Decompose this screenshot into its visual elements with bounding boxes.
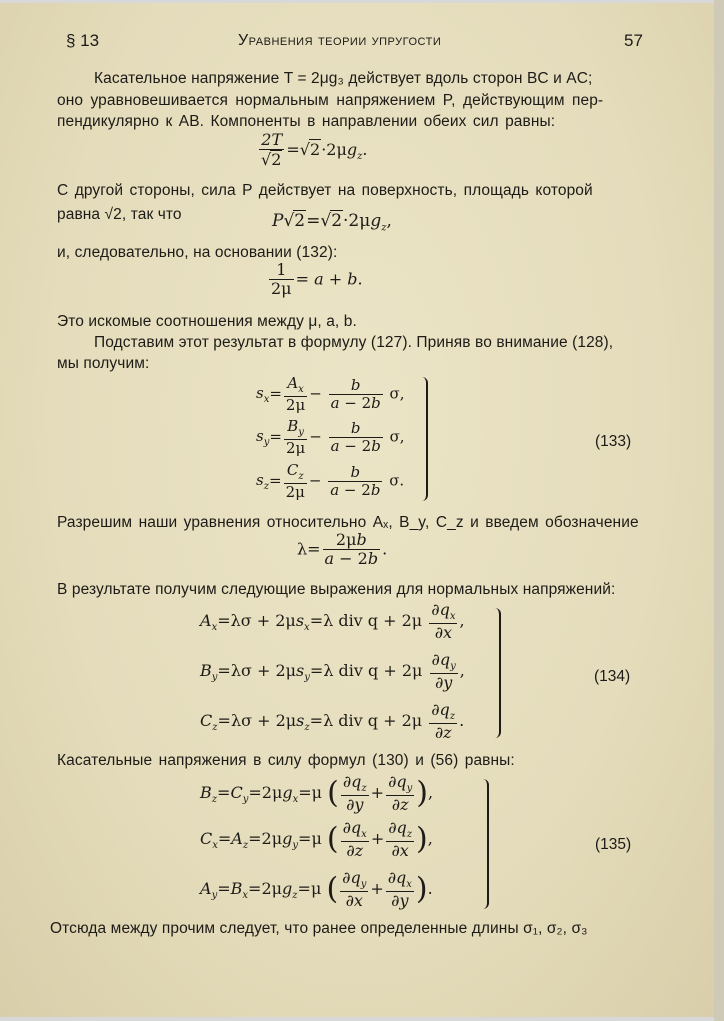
equation-134: $A_x=\lambda\sigma + 2\mu s_x=\lambda$ div q + 2μ $\frac{\partial q_x}{\partial x}$ , $B_y=\lambda\sigma + 2\mu s_y=\lambda$ div q + 2μ $\frac{\partial q_y}{\partial y}$ , $C_z=\lambda\sigma + 2\mu s_z=\lambda$ div q + 2μ $\frac{\partial q_z}{\partial z}$ . xyxy=(200,600,465,742)
right-brace xyxy=(481,779,489,909)
text-line: С другой стороны, сила P действует на поверхность, площадь которой xyxy=(57,182,593,199)
equation-135: $B_z=C_y=2\mu g_x=\mu$ ( $\frac{\partial q_z}{\partial y}$ + $\frac{\partial q_y}{\partial z}$ ), $C_x=A_z=2\mu g_y=\mu$ ( $\frac{\partial q_x}{\partial z}$ + $\frac{\partial q_z}{\partial x}$ ), $A_y=B_x=2\mu g_z=\mu$ ( $\frac{\partial q_y}{\partial x}$ + $\frac{\partial q_x}{\partial y}$ ). xyxy=(200,772,434,910)
book-page xyxy=(0,3,714,1017)
right-brace xyxy=(420,377,428,501)
text-line: равна √2, так что xyxy=(57,206,182,223)
equation-2t: $\frac{2T}{√2}$ $=√2\cdot 2\mu g_z$. xyxy=(261,130,368,170)
equation-ab: $\frac{1}{2\mu}$ = a + b. xyxy=(271,260,363,299)
text-line: Это искомые соотношения между μ, a, b. xyxy=(57,313,357,330)
text-line: Подставим этот результат в формулу (127). Приняв во внимание (128), xyxy=(94,334,614,351)
text-line: пендикулярно к AB. Компоненты в направлении обеих сил равны: xyxy=(57,113,556,130)
text-line: Разрешим наши уравнения относительно Aₓ, B_y, C_z и введем обозначение xyxy=(57,514,639,531)
text-line: Касательное напряжение T = 2μg₃ действует вдоль сторон BC и AC; xyxy=(94,70,593,87)
section-number: § 13 xyxy=(66,31,100,50)
equation-p: $P√2=√2\cdot 2\mu g_z$, xyxy=(272,211,392,234)
running-title: Уравнения теории упругости xyxy=(238,32,442,49)
scan-edge xyxy=(714,0,724,1021)
text-line: оно уравновешивается нормальным напряжением P, действующим пер- xyxy=(57,92,604,109)
right-brace xyxy=(493,608,501,738)
text-line: мы получим: xyxy=(57,355,150,372)
equation-number: (135) xyxy=(595,836,632,853)
text-line: Касательные напряжения в силу формул (130) и (56) равны: xyxy=(57,752,515,769)
equation-133: $s_x=$ $\frac{A_x}{2\mu}$ − $\frac{b}{a - 2b}$ σ, $s_y=$ $\frac{B_y}{2\mu}$ − $\frac{b}{a - 2b}$ σ, $s_z=$ $\frac{C_z}{2\mu}$ − $\frac{b}{a - 2b}$ σ. xyxy=(256,374,405,501)
text-line: В результате получим следующие выражения для нормальных напряжений: xyxy=(57,581,616,598)
equation-number: (134) xyxy=(594,668,631,685)
page-number: 57 xyxy=(624,31,643,50)
text-line: и, следовательно, на основании (132): xyxy=(57,244,338,261)
equation-lambda: λ= $\frac{2\mu b}{a - 2b}$ . xyxy=(297,530,388,569)
text-line: Отсюда между прочим следует, что ранее определенные длины σ₁, σ₂, σ₃ xyxy=(50,920,588,937)
equation-number: (133) xyxy=(595,433,632,450)
